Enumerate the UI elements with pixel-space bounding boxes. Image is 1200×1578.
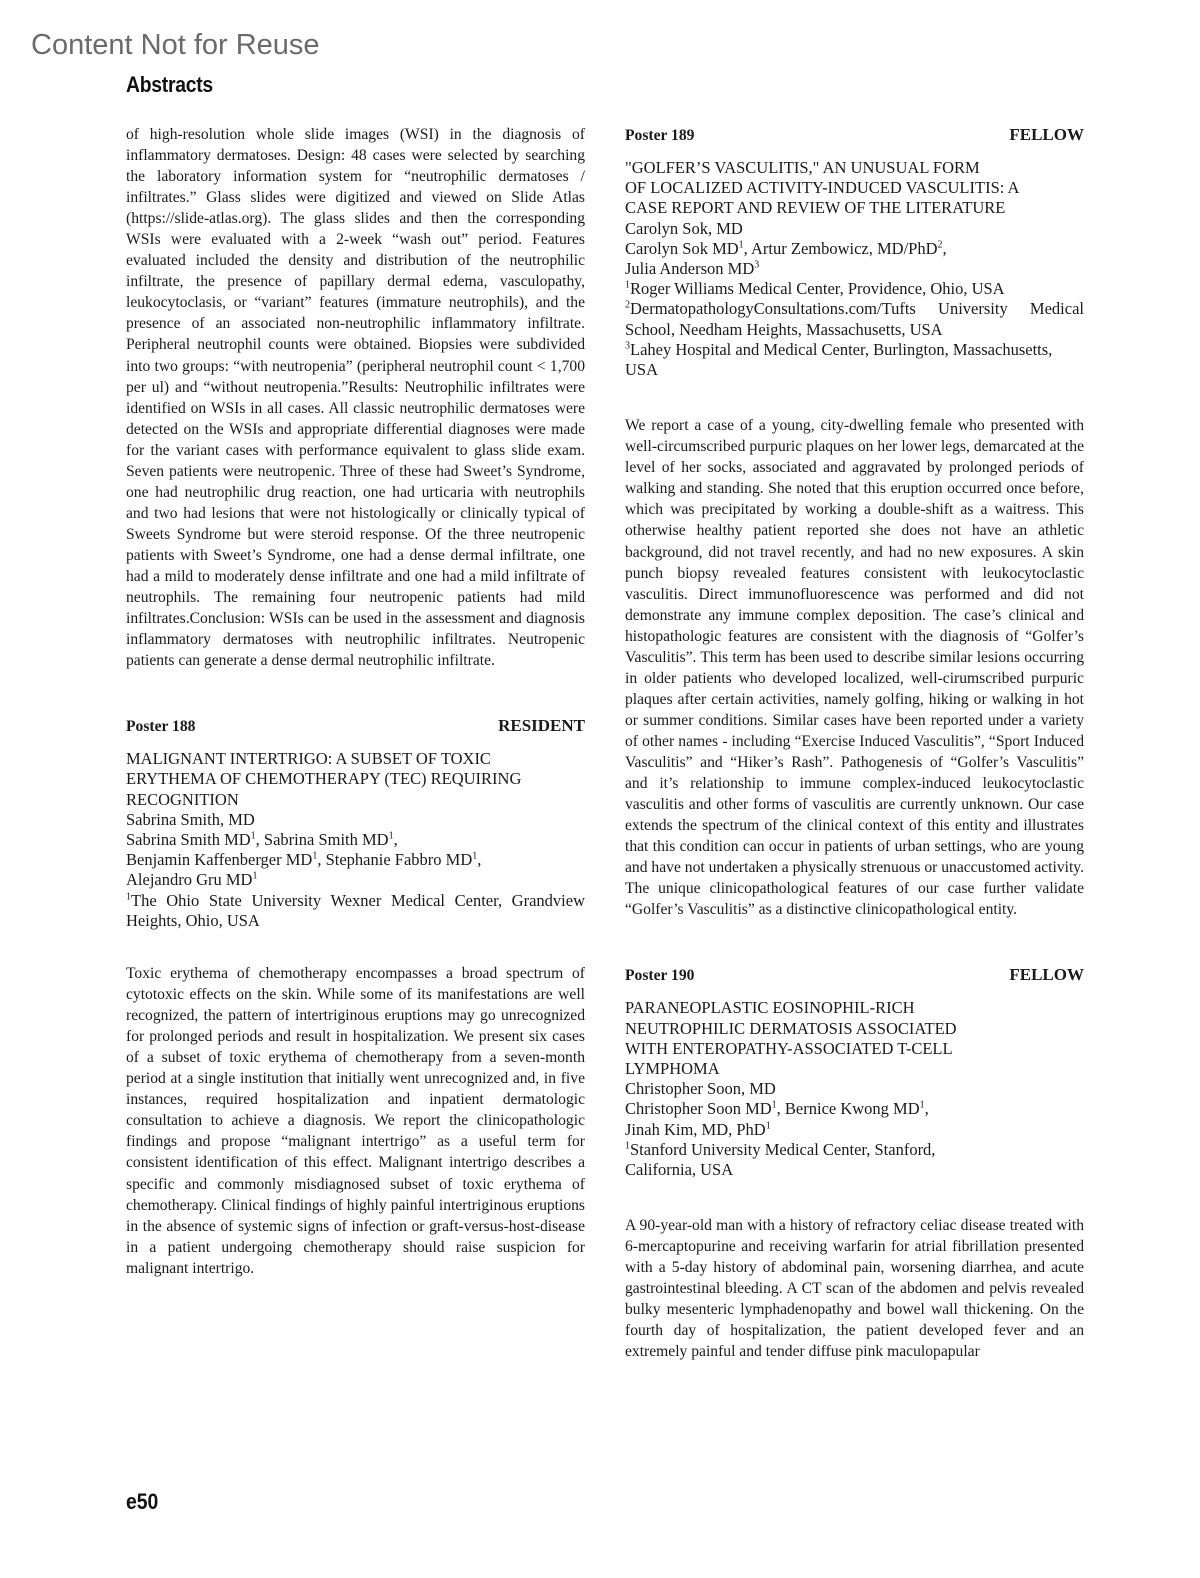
author: , Bernice Kwong MD <box>776 1099 920 1119</box>
author-sep: , <box>942 238 947 258</box>
title-line: CASE REPORT AND REVIEW OF THE LITERATURE <box>625 198 1006 218</box>
affiliation <box>625 299 1084 339</box>
author: Julia Anderson MD <box>625 259 755 279</box>
poster-abstract: A 90-year-old man with a history of refractory celiac disease treated with 6-mercaptopurine and receiving warfarin for atrial fibrillation presented with a 5-day history of abdominal pain, worsening diarrhea, and acute gastrointestinal bleeding. A CT scan of the abdomen and pelvis revealed bulky mesenteric lymphadenopathy and bowel wall thickening. On the fourth day of hospitalization, the patient developed fever and an extremely painful and tender diffuse pink maculopapular <box>625 1217 1084 1361</box>
poster-title <box>126 749 585 810</box>
affiliation-text: California, USA <box>625 1159 734 1179</box>
author-sep: , <box>924 1099 929 1119</box>
author-list <box>625 1099 1084 1139</box>
title-line: LYMPHOMA <box>625 1058 720 1078</box>
author-sup: 1 <box>312 850 318 862</box>
poster-abstract: Toxic erythema of chemotherapy encompasses a broad spectrum of cytotoxic effects on the skin. While some of its manifestations are well recognized, the pattern of intertriginous eruptions may go unrecognized for prolonged periods and result in hospitalization. We present six cases of a subset of toxic erythema of chemotherapy from a seven-month period at a single institution that initially went unrecognized and, in five instances, required hospitalization and inpatient dermatologic consultation to achieve a diagnosis. We report the clinicopathologic findings and propose “malignant intertrigo” as a useful term for consistent identification of this effect. Malignant intertrigo describes a specific and commonly misdiagnosed subset of toxic erythema of chemotherapy. Clinical findings of highly painful intertriginous eruptions in the absence of systemic signs of infection or graft-versus-host-disease in a patient undergoing chemotherapy should raise suspicion for malignant intertrigo. <box>126 965 585 1277</box>
author-sep: , <box>393 830 398 850</box>
affiliation <box>126 891 585 931</box>
author: Carolyn Sok MD <box>625 238 739 258</box>
poster-header <box>126 715 585 737</box>
author: Jinah Kim, MD, PhD <box>625 1119 766 1139</box>
author: , Artur Zembowicz, MD/PhD <box>743 238 938 258</box>
aff-sup: 2 <box>625 299 630 311</box>
author-sup: 1 <box>765 1120 771 1132</box>
author-sup: 1 <box>771 1099 777 1111</box>
author-sup: 1 <box>472 850 478 862</box>
title-line: OF LOCALIZED ACTIVITY-INDUCED VASCULITIS: A <box>625 178 1020 198</box>
title-line: ERYTHEMA OF CHEMOTHERAPY (TEC) REQUIRING <box>126 769 522 789</box>
poster-189 <box>625 124 1084 920</box>
title-line: MALIGNANT INTERTRIGO: A SUBSET OF TOXIC <box>126 749 491 769</box>
author-sup: 3 <box>754 259 760 271</box>
author: Christopher Soon MD <box>625 1099 772 1119</box>
poster-category: RESIDENT <box>498 716 585 736</box>
author: Benjamin Kaffenberger MD <box>126 850 313 870</box>
title-line: WITH ENTEROPATHY-ASSOCIATED T-CELL <box>625 1038 953 1058</box>
affiliation-text: DermatopathologyConsultations.com/Tufts University Medical School, Needham Heights, Massachusetts, USA <box>625 299 1084 339</box>
affiliation <box>625 279 1084 299</box>
left-column <box>126 124 585 1279</box>
title-line: PARANEOPLASTIC EOSINOPHIL-RICH <box>625 998 915 1018</box>
author: , Stephanie Fabbro MD <box>317 850 473 870</box>
aff-sup: 1 <box>126 891 131 903</box>
author: , Sabrina Smith MD <box>255 830 389 850</box>
aff-sup: 3 <box>625 340 630 352</box>
presenter: Carolyn Sok, MD <box>625 218 743 238</box>
presenter: Christopher Soon, MD <box>625 1079 776 1099</box>
author-sup: 1 <box>252 870 258 882</box>
section-heading: Abstracts <box>126 72 213 97</box>
poster-number: Poster 189 <box>625 127 695 144</box>
author-sup: 2 <box>937 239 943 251</box>
poster-title <box>625 998 1084 1079</box>
page-number: e50 <box>126 1489 159 1514</box>
presenter: Sabrina Smith, MD <box>126 809 255 829</box>
poster-category: FELLOW <box>1009 965 1084 985</box>
watermark: Content Not for Reuse <box>31 29 320 61</box>
affiliation-text: Roger Williams Medical Center, Providence, Ohio, USA <box>630 279 1005 299</box>
author-sup: 1 <box>388 830 394 842</box>
poster-header <box>625 964 1084 986</box>
poster-title <box>625 158 1084 219</box>
poster-190 <box>625 964 1084 1362</box>
affiliation <box>625 1140 1084 1180</box>
poster-number: Poster 190 <box>625 967 695 985</box>
affiliation <box>625 340 1084 380</box>
affiliation-text: Stanford University Medical Center, Stanford, <box>630 1139 936 1159</box>
author-list <box>126 830 585 891</box>
title-line: RECOGNITION <box>126 789 239 809</box>
affiliation-text: Lahey Hospital and Medical Center, Burlington, Massachusetts, USA <box>625 339 1053 380</box>
poster-header <box>625 124 1084 146</box>
aff-sup: 1 <box>625 279 630 291</box>
abstract-continuation: of high-resolution whole slide images (WSI) in the diagnosis of inflammatory dermatoses. Design: 48 cases were selected by searching the laboratory information system for “neutrophilic dermatoses / infiltrates.” Glass slides were digitized and viewed on Slide Atlas (https://slide-atlas.org). The glass slides and then the corresponding WSIs were evaluated with a 2-week “wash out” period. Features evaluated included the density and distribution of the neutrophilic infiltrate, the presence of papillary dermal edema, vasculopathy, leukocytoclasis, or “variant” features (immature neutrophils), and the presence of an associated non-neutrophilic inflammatory infiltrate. Peripheral neutrophil counts were obtained. Biopsies were subdivided into two groups: “with neutropenia” (peripheral neutrophil count < 1,700 per ul) and “without neutropenia.”Results: Neutrophilic infiltrates were identified on WSIs in all cases. All classic neutrophilic dermatoses were detected on the WSIs and appropriate differential diagnoses were made for the variant cases with performance equivalent to glass slide exam. Seven patients were neutropenic. Three of these had Sweet’s Syndrome, one had neutrophilic drug reaction, one had urticaria with neutrophils and two had lesions that were not histologically or clinically typical of Sweets Syndrome but were steroid response. Of the three neutropenic patients with Sweet’s Syndrome, one had a dense dermal infiltrate, one had a mild to moderately dense infiltrate and one had a mild infiltrate of neutrophils. The remaining four neutropenic patients had mild infiltrates.Conclusion: WSIs can be used in the assessment and diagnosis inflammatory dermatoses with neutrophilic infiltrates. Neutropenic patients can generate a dense dermal neutrophilic infiltrate. <box>126 126 585 670</box>
poster-188 <box>126 715 585 1279</box>
author: Alejandro Gru MD <box>126 870 253 890</box>
affiliation-text: The Ohio State University Wexner Medical Center, Grandview Heights, Ohio, USA <box>126 890 585 930</box>
right-column <box>625 124 1084 1363</box>
poster-category: FELLOW <box>1009 125 1084 144</box>
title-line: NEUTROPHILIC DERMATOSIS ASSOCIATED <box>625 1018 957 1038</box>
aff-sup: 1 <box>625 1140 630 1152</box>
poster-number: Poster 188 <box>126 718 196 736</box>
author-sup: 1 <box>250 830 256 842</box>
author-sup: 1 <box>919 1099 925 1111</box>
poster-abstract: We report a case of a young, city-dwelling female who presented with well-circumscribed purpuric plaques on her lower legs, demarcated at the level of her socks, associated and aggravated by prolonged periods of walking and standing. She noted that this eruption occurred once before, which was precipitated by working a double-shift as a waitress. This otherwise healthy patient reported she does not have an athletic background, did not travel recently, and had no new exposures. A skin punch biopsy revealed features consistent with leukocytoclastic vasculitis. Direct immunofluorescence was performed and did not demonstrate any immune complex deposition. The case’s clinical and histopathologic features are consistent with the diagnosis of “Golfer’s Vasculitis”. This term has been used to describe similar lesions occurring in older patients who developed localized, well-cirumscribed purpuric plaques after certain activities, namely golfing, hiking or walking in hot or summer conditions. Similar cases have been reported under a variety of other names - including “Exercise Induced Vasculitis”, “Sport Induced Vasculitis” and “Hiker’s Rash”. Pathogenesis of “Golfer’s Vasculitis” and it’s relationship to immune complex-induced leukocytoclastic vasculitis and other forms of vasculitis are currently unknown. Our case extends the spectrum of the clinical context of this entity and illustrates that this condition can occur in patients of urban settings, who are young and have not undertaken a physically strenuous or unaccustomed activity. The unique clinicopathological features of our case further validate “Golfer’s Vasculitis” as a distinctive clinicopathological entity. <box>625 417 1084 919</box>
author-sep: , <box>477 850 482 870</box>
author-sup: 1 <box>738 239 744 251</box>
author-list <box>625 239 1084 279</box>
title-line: "GOLFER’S VASCULITIS," AN UNUSUAL FORM <box>625 158 980 177</box>
author: Sabrina Smith MD <box>126 830 251 850</box>
